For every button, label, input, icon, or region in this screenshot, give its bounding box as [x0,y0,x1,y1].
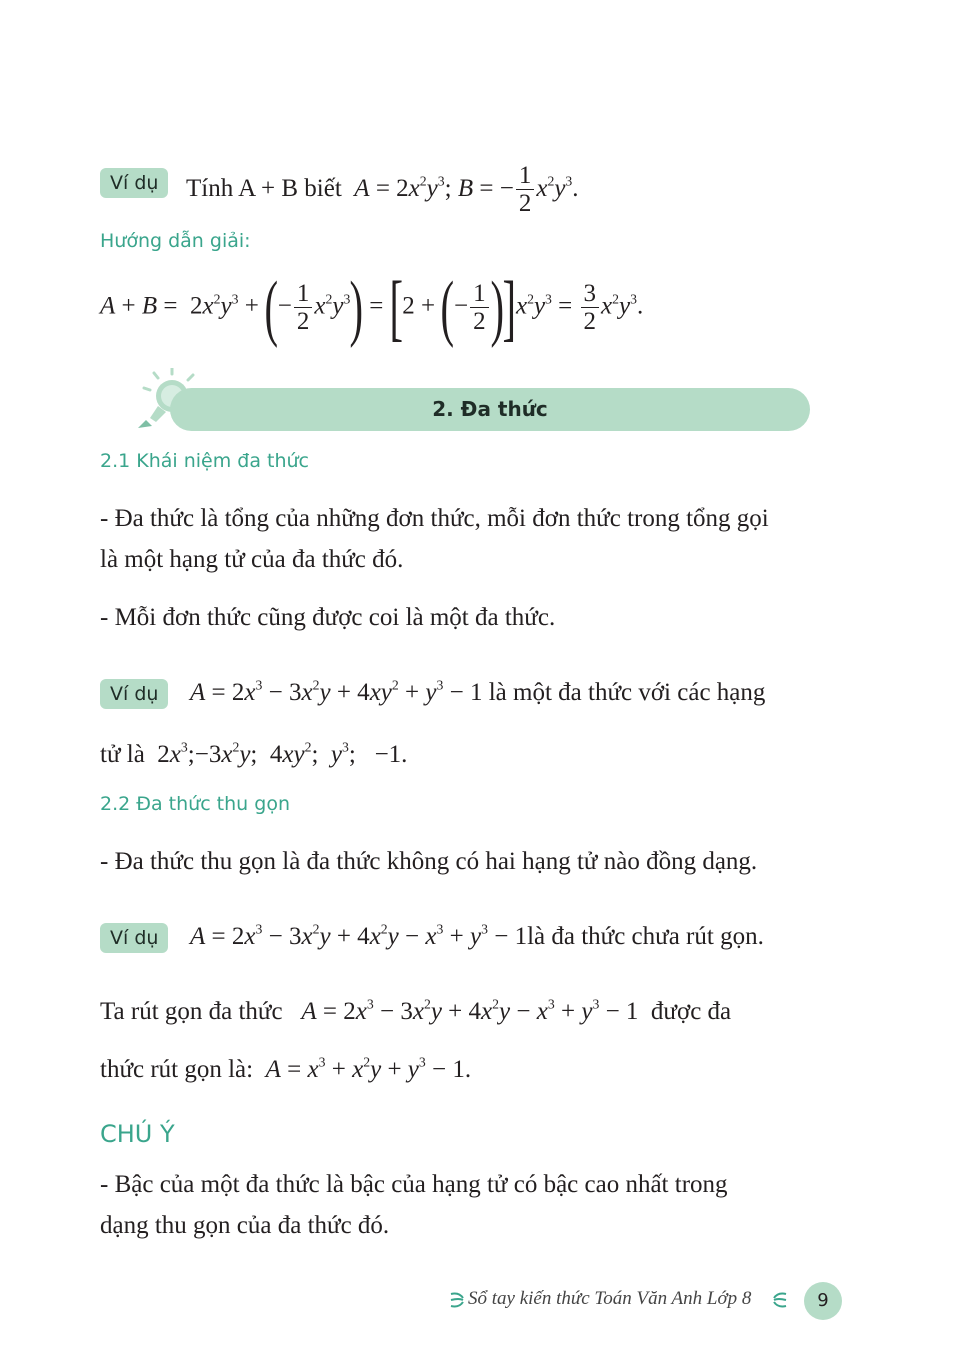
footer-leaf-icon [772,1290,788,1315]
example-1-formula: $A = 2x^2y^3$; B = − $\frac{1}{2}$ $x^2y^3$. [354,162,579,217]
footer-leaf-icon [449,1290,465,1315]
subsection-title: 2.2 Đa thức thu gọn [100,793,290,815]
solution-heading: Hướng dẫn giải: [100,230,251,252]
example-3-formula: $A = 2x^3 - 3x^2y + 4x^2y - x^3 + y^3 - 1$ [190,921,528,950]
example-2-text: là một đa thức với các hạng [488,679,766,706]
example-2-text: tử là [100,741,145,768]
example-3-result: $A = x^3 + x^2y + y^3 - 1$. [265,1054,472,1083]
example-3-text: thức rút gọn là: [100,1056,254,1083]
example-1-statement [186,163,579,218]
subsection-title: 2.1 Khái niệm đa thức [100,450,309,472]
page-number: 9 [804,1282,842,1320]
definition-line: - Đa thức thu gọn là đa thức không có hai hạng tử nào đồng dạng. [100,848,758,875]
solution-formula: $A + B = 2x^2y^3$ + (− $\frac{1}{2}$ $x^2y^3) = [2$ + (− $\frac{1}{2}$ )]$x^2y^3$ = $\frac{3}{2}$ $x^2y^3$. [100,267,644,349]
example-2-formula: $A = 2x^3 - 3x^2y + 4xy^2 + y^3 - 1$ [190,677,489,706]
example-badge: Ví dụ [100,923,168,953]
example-2-terms: $2x^3;-3x^2y$; $4xy^2$; $y^3$; −1. [151,739,408,768]
example-2-line2 [100,740,407,770]
example-3-line2 [100,997,731,1027]
example-3-formula: $A = 2x^3 - 3x^2y + 4x^2y - x^3 + y^3 - 1$ [301,996,651,1025]
example-3-text: Ta rút gọn đa thức [100,998,283,1025]
example-3-text: là đa thức chưa rút gọn. [527,923,764,950]
example-3-line3 [100,1055,471,1085]
example-3-text: được đa [650,998,732,1025]
definition-line: - Đa thức là tổng của những đơn thức, mỗi đơn thức trong tổng gọi [100,505,769,532]
example-badge: Ví dụ [100,168,168,198]
definition-line: - Mỗi đơn thức cũng được coi là một đa thức. [100,604,556,631]
note-line: - Bậc của một đa thức là bậc của hạng tử có bậc cao nhất trong [100,1171,728,1198]
note-title: CHÚ Ý [100,1120,175,1148]
example-1-intro: Tính A + B biết [186,175,342,203]
footer-book-title: Sổ tay kiến thức Toán Văn Anh Lớp 8 [468,1288,752,1309]
note-line: dạng thu gọn của đa thức đó. [100,1212,390,1239]
example-3-line1 [190,922,764,952]
section-title: 2. Đa thức [170,388,810,431]
example-2-line1 [190,678,765,708]
definition-line: là một hạng tử của đa thức đó. [100,546,404,573]
example-badge: Ví dụ [100,679,168,709]
